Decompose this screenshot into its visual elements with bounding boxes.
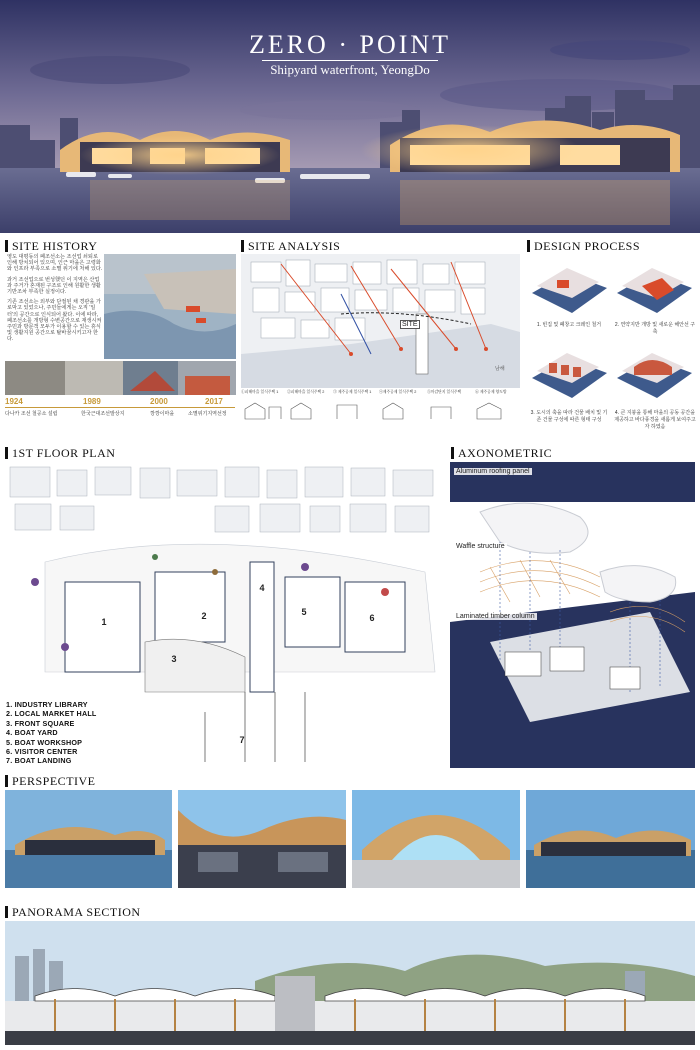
history-paragraph-2: 과거 조선업으로 번성했던 이 지역은 산업과 주거가 혼재된 구조로 인해 원활한 생활 기반조차 부족한 실정이다. <box>7 276 101 296</box>
site-section-labels <box>241 390 520 398</box>
section-label-4: ④제주공제 일식주택 2 <box>379 390 417 394</box>
process-diagram-3 <box>527 343 609 403</box>
poster-title: ZERO · POINT <box>248 30 452 59</box>
perspective-image-3 <box>352 790 520 888</box>
axo-label-waffle: Waffle structure <box>456 543 505 550</box>
history-photos-illustration <box>5 361 236 395</box>
section-label-3: ③ 제주공제 일식주택 1 <box>333 390 372 394</box>
floor-plan-legend <box>6 700 97 766</box>
site-section-drawings <box>241 399 520 421</box>
perspective-image-4 <box>526 790 695 888</box>
plan-number-7: 7 <box>239 735 245 745</box>
timeline-axis <box>5 407 235 408</box>
process-diagram-2 <box>612 258 696 318</box>
axo-label-roof: Aluminum roofing panel <box>456 468 530 475</box>
perspective-3-illustration <box>352 790 520 888</box>
legend-item-6: 6. VISITOR CENTER <box>6 747 78 757</box>
site-history-header: SITE HISTORY <box>5 240 97 252</box>
process-diagram-1 <box>527 258 609 318</box>
title-underline <box>262 60 438 61</box>
perspective-2-illustration <box>178 790 346 888</box>
design-process-header: DESIGN PROCESS <box>527 240 640 252</box>
section-label-6: ⑥ 제주공제 양도방 <box>475 390 507 394</box>
process-diagram-2-illustration <box>612 258 696 318</box>
section-label-5: ⑤마감단지 일식주택 <box>427 390 462 394</box>
process-step-4: 4. 큰 지붕을 통해 마을의 공동 공간을 제공하고 바다풍경을 새롭게 보여주고자 하였음 <box>614 410 696 430</box>
section-label-1: ①피해마을 일식주택 1 <box>241 390 279 394</box>
process-diagram-1-illustration <box>527 258 609 318</box>
section-drawings-illustration <box>241 399 520 421</box>
poster-subtitle: Shipyard waterfront, YeongDo <box>270 62 430 77</box>
timeline-label-1924: 다나카 조선 철공소 설립 <box>5 411 58 417</box>
legend-item-2: 2. LOCAL MARKET HALL <box>6 709 97 719</box>
site-map-label: SITE <box>402 321 418 328</box>
plan-number-5: 5 <box>301 607 307 617</box>
history-photo-strip <box>5 361 236 395</box>
site-map-illustration <box>241 254 520 388</box>
axonometric-header: AXONOMETRIC <box>451 447 552 459</box>
timeline-year-2017: 2017 <box>205 397 223 406</box>
timeline-year-2000: 2000 <box>150 397 168 406</box>
process-step-3: 3. 도시의 축을 따라 건물 배치 및 기존 건물 구성에 따른 형태 구성 <box>530 410 608 423</box>
legend-item-5: 5. BOAT WORKSHOP <box>6 737 83 747</box>
site-aerial-photo <box>104 254 236 359</box>
plan-number-1: 1 <box>101 617 107 627</box>
process-diagram-4-illustration <box>612 343 696 403</box>
panorama-section-image <box>5 921 695 1045</box>
plan-number-2: 2 <box>201 611 207 621</box>
process-step-1: 1. 빈집 및 폐창고 크레인 철거 <box>536 322 602 328</box>
plan-number-6: 6 <box>369 613 375 623</box>
floor-plan-header: 1ST FLOOR PLAN <box>5 447 115 459</box>
legend-item-7: 7. BOAT LANDING <box>6 756 72 766</box>
legend-item-3: 3. FRONT SQUARE <box>6 718 75 728</box>
timeline-year-1924: 1924 <box>5 397 23 406</box>
perspective-header: PERSPECTIVE <box>5 775 96 787</box>
panorama-header: PANORAMA SECTION <box>5 906 141 918</box>
legend-item-1: 1. INDUSTRY LIBRARY <box>6 700 88 709</box>
legend-item-4: 4. BOAT YARD <box>6 728 58 738</box>
timeline-label-1989: 한국근대조선발상지 <box>81 411 125 417</box>
timeline-label-2017: 소멸위기지역선정 <box>188 411 227 417</box>
axo-label-column: Laminated timber column <box>456 613 535 620</box>
perspective-image-1 <box>5 790 172 888</box>
history-paragraph-1: 영도 대평동의 폐조선소는 조선업 쇠퇴로 인해 방치되어 있으며, 인근 마을은 고령화와 인프라 부족으로 소멸 위기에 처해 있다. <box>7 254 103 273</box>
perspective-1-illustration <box>5 790 172 888</box>
history-paragraph-3: 기존 조선소는 외부와 단절된 채 경관을 가로막고 있었으나, 주민들에게는 오직 '일터'의 공간으로 인식되어 왔다. 이에 따라, 폐조선소를 개방형 수변공간으로 재생시켜 주민과 방문객 모두가 이용할 수 있는 휴식 및 생활지원 공간으로 탈바꿈시키고자 한다. <box>7 299 102 343</box>
aerial-photo-illustration <box>104 254 236 359</box>
process-diagram-3-illustration <box>527 343 609 403</box>
perspective-image-2 <box>178 790 346 888</box>
site-history-text <box>7 254 103 343</box>
plan-number-4: 4 <box>259 583 265 593</box>
section-label-2: ②피해마을 일식주택 2 <box>287 390 325 394</box>
process-diagram-4 <box>612 343 696 403</box>
panorama-illustration <box>5 921 695 1045</box>
timeline-year-1989: 1989 <box>83 397 101 406</box>
timeline-label-2000: 깡깡이마을 <box>150 411 175 417</box>
site-analysis-header: SITE ANALYSIS <box>241 240 340 252</box>
process-step-2: 2. 연약지반 개방 및 새로운 해안선 구축 <box>614 322 696 335</box>
site-analysis-map <box>241 254 520 388</box>
plan-number-3: 3 <box>171 654 177 664</box>
site-map-water-label: 남해 <box>495 366 505 372</box>
perspective-4-illustration <box>526 790 695 888</box>
